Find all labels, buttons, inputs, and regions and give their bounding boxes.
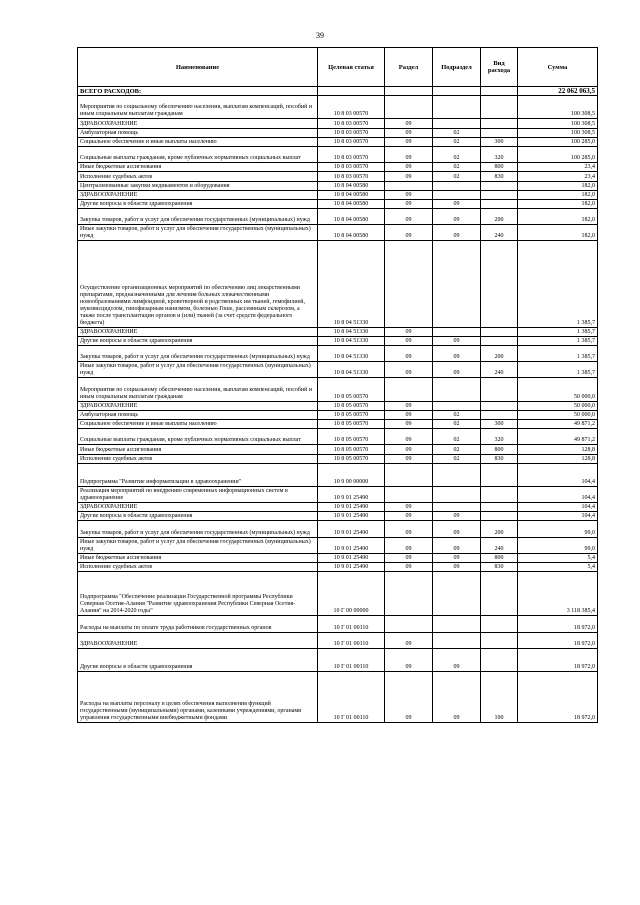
table-row [78, 572, 598, 616]
name-cell: Иные закупки товаров, работ и услуг для обеспечения государственных (муниципальных) нужд [78, 225, 318, 241]
sum-cell: 18 972,0 [518, 648, 598, 671]
name-cell: Другие вопросы в области здравоохранения [78, 512, 318, 521]
name-cell: Иные бюджетные ассигнования [78, 445, 318, 454]
type-cell [481, 648, 518, 671]
code-cell: 10 8 04 51330 [318, 241, 385, 327]
table-row [78, 410, 598, 419]
code-cell: 10 8 05 00570 [318, 454, 385, 463]
section-cell: 09 [385, 419, 433, 428]
subsection-cell [433, 486, 481, 502]
subsection-cell: 09 [433, 512, 481, 521]
name-cell: ЗДРАВООХРАНЕНИЕ [78, 119, 318, 128]
table-row [78, 96, 598, 119]
table-row [78, 327, 598, 336]
type-cell [481, 336, 518, 345]
sum-cell: 128,8 [518, 445, 598, 454]
name-cell: Амбулаторная помощь [78, 410, 318, 419]
sum-cell: 1 385,7 [518, 346, 598, 362]
table-row [78, 346, 598, 362]
sum-cell: 100 308,5 [518, 119, 598, 128]
subsection-cell: 09 [433, 553, 481, 562]
sum-cell: 50 000,0 [518, 378, 598, 401]
code-cell: 10 9 01 25490 [318, 537, 385, 553]
subsection-cell [433, 190, 481, 199]
type-cell: 300 [481, 419, 518, 428]
section-cell: 09 [385, 163, 433, 172]
code-cell: 10 8 04 51330 [318, 346, 385, 362]
table-row [78, 190, 598, 199]
name-cell: Исполнение судебных актов [78, 172, 318, 181]
table-row [78, 563, 598, 572]
subsection-cell: 02 [433, 137, 481, 146]
subsection-cell: 02 [433, 419, 481, 428]
subsection-cell [433, 632, 481, 648]
type-cell [481, 190, 518, 199]
name-cell: Амбулаторная помощь [78, 128, 318, 137]
sum-cell: 128,8 [518, 454, 598, 463]
name-cell: Другие вопросы в области здравоохранения [78, 199, 318, 208]
sum-cell: 100 285,0 [518, 146, 598, 162]
type-cell: 830 [481, 563, 518, 572]
type-cell [481, 401, 518, 410]
section-cell: 09 [385, 537, 433, 553]
table-row [78, 429, 598, 445]
code-cell: 10 9 01 25490 [318, 486, 385, 502]
table-row [78, 419, 598, 428]
type-cell: 200 [481, 346, 518, 362]
subsection-cell [433, 96, 481, 119]
type-cell [481, 327, 518, 336]
table-row [78, 648, 598, 671]
header-name: Наименование [78, 48, 318, 87]
sum-cell: 23,4 [518, 172, 598, 181]
subsection-cell: 02 [433, 163, 481, 172]
table-row [78, 146, 598, 162]
code-cell: 10 8 03 00570 [318, 146, 385, 162]
table-row [78, 137, 598, 146]
code-cell: 10 9 01 25490 [318, 521, 385, 537]
name-cell: Иные бюджетные ассигнования [78, 553, 318, 562]
sum-cell: 18 972,0 [518, 632, 598, 648]
header-code: Целевая статья [318, 48, 385, 87]
subsection-cell: 09 [433, 336, 481, 345]
name-cell: ЗДРАВООХРАНЕНИЕ [78, 632, 318, 648]
name-cell: Социальное обеспечение и иные выплаты населению [78, 137, 318, 146]
name-cell: Другие вопросы в области здравоохранения [78, 336, 318, 345]
sum-cell: 5,4 [518, 563, 598, 572]
section-cell: 09 [385, 146, 433, 162]
type-cell: 800 [481, 163, 518, 172]
name-cell: Подпрограмма "Развитие информатизации в здравоохранении" [78, 463, 318, 486]
section-cell: 09 [385, 346, 433, 362]
code-cell: 10 8 05 00570 [318, 419, 385, 428]
name-cell: Расходы на выплаты персоналу в целях обеспечения выполнения функций государственными (муниципальными) органами, казенными учреждениями, органами управления государственными внебюджетными фондами [78, 671, 318, 722]
name-cell: Реализация мероприятий по внедрению современных информационных систем в здравоохранение [78, 486, 318, 502]
type-cell [481, 463, 518, 486]
section-cell: 09 [385, 671, 433, 722]
section-cell: 09 [385, 137, 433, 146]
code-cell: 10 8 04 51330 [318, 362, 385, 378]
section-cell [385, 181, 433, 190]
table-row [78, 241, 598, 327]
name-cell: Закупка товаров, работ и услуг для обеспечения государственных (муниципальных) нужд [78, 521, 318, 537]
section-cell: 09 [385, 327, 433, 336]
table-row [78, 128, 598, 137]
section-cell [385, 463, 433, 486]
code-cell: 10 Г 01 00110 [318, 632, 385, 648]
section-cell: 09 [385, 410, 433, 419]
name-cell: Иные бюджетные ассигнования [78, 163, 318, 172]
section-cell: 09 [385, 553, 433, 562]
type-cell [481, 181, 518, 190]
subsection-cell: 02 [433, 429, 481, 445]
subsection-cell [433, 572, 481, 616]
section-cell: 09 [385, 521, 433, 537]
type-cell [481, 486, 518, 502]
code-cell: 10 Г 00 00000 [318, 572, 385, 616]
section-cell: 09 [385, 336, 433, 345]
sum-cell: 100 308,5 [518, 96, 598, 119]
table-row [78, 199, 598, 208]
table-row [78, 378, 598, 401]
section-cell: 09 [385, 445, 433, 454]
table-row [78, 181, 598, 190]
section-cell [385, 486, 433, 502]
sum-cell: 182,0 [518, 225, 598, 241]
name-cell: Подпрограмма "Обеспечение реализации Государственной программы Республики Северная Осетия-Алания "Развитие здравоохранения Республики Северная Осетия-Алания" на 2014-2020 годы" [78, 572, 318, 616]
name-cell: Исполнение судебных актов [78, 454, 318, 463]
subsection-cell: 02 [433, 454, 481, 463]
subsection-cell: 09 [433, 362, 481, 378]
sum-cell: 1 385,7 [518, 336, 598, 345]
table-row [78, 454, 598, 463]
code-cell: 10 9 01 25490 [318, 563, 385, 572]
name-cell: Мероприятия по социальному обеспечению населения, выплатам компенсаций, пособий и иным социальным выплатам гражданам [78, 378, 318, 401]
name-cell: Осуществление организационных мероприятий по обеспечению лиц лекарственными препаратами, предназначенными для лечения больных злокачественными новообразованиями лимфоидной, кроветворной и родственных им тканей, гемофилией, муковисцидозом, гипофизарным нанизмом, болезнью Гоше, рассеянным склерозом, а также после трансплантации органов и (или) тканей (за счет средств федерального бюджета) [78, 241, 318, 327]
name-cell: Мероприятия по социальному обеспечению населения, выплатам компенсаций, пособий и иным социальным выплатам гражданам [78, 96, 318, 119]
name-cell: Другие вопросы в области здравоохранения [78, 648, 318, 671]
code-cell: 10 8 03 00570 [318, 128, 385, 137]
subsection-cell [433, 327, 481, 336]
code-cell: 10 8 03 00570 [318, 172, 385, 181]
section-cell: 09 [385, 225, 433, 241]
subsection-cell: 09 [433, 648, 481, 671]
type-cell [481, 199, 518, 208]
section-cell: 09 [385, 648, 433, 671]
section-cell: 09 [385, 454, 433, 463]
code-cell: 10 8 05 00570 [318, 445, 385, 454]
sum-cell: 50 000,0 [518, 410, 598, 419]
subsection-cell: 02 [433, 445, 481, 454]
sum-cell: 182,0 [518, 199, 598, 208]
subsection-cell: 02 [433, 410, 481, 419]
type-cell [481, 378, 518, 401]
code-cell [318, 87, 385, 96]
table-row [78, 671, 598, 722]
subsection-cell: 09 [433, 563, 481, 572]
type-cell: 830 [481, 454, 518, 463]
code-cell: 10 8 04 00580 [318, 209, 385, 225]
code-cell: 10 8 05 00570 [318, 401, 385, 410]
name-cell: Исполнение судебных актов [78, 563, 318, 572]
sum-cell: 18 972,0 [518, 671, 598, 722]
sum-cell: 49 871,2 [518, 429, 598, 445]
section-cell: 09 [385, 209, 433, 225]
code-cell: 10 8 03 00570 [318, 137, 385, 146]
code-cell: 10 9 01 25490 [318, 553, 385, 562]
header-section: Раздел [385, 48, 433, 87]
subsection-cell: 09 [433, 346, 481, 362]
subsection-cell [433, 463, 481, 486]
section-cell: 09 [385, 401, 433, 410]
type-cell: 200 [481, 209, 518, 225]
type-cell [481, 128, 518, 137]
code-cell: 10 8 03 00570 [318, 163, 385, 172]
code-cell: 10 8 05 00570 [318, 410, 385, 419]
sum-cell: 49 871,2 [518, 419, 598, 428]
sum-cell: 104,4 [518, 512, 598, 521]
table-row [78, 163, 598, 172]
type-cell: 300 [481, 137, 518, 146]
sum-cell: 100 285,0 [518, 137, 598, 146]
code-cell: 10 8 03 00570 [318, 96, 385, 119]
code-cell: 10 8 04 00580 [318, 181, 385, 190]
table-row [78, 486, 598, 502]
section-cell [385, 572, 433, 616]
table-row [78, 225, 598, 241]
type-cell: 240 [481, 537, 518, 553]
table-row [78, 401, 598, 410]
name-cell: Социальные выплаты гражданам, кроме публичных нормативных социальных выплат [78, 429, 318, 445]
table-row [78, 172, 598, 181]
table-row [78, 616, 598, 632]
subsection-cell: 09 [433, 199, 481, 208]
name-cell: Иные закупки товаров, работ и услуг для обеспечения государственных (муниципальных) нужд [78, 362, 318, 378]
table-row [78, 119, 598, 128]
subsection-cell: 02 [433, 172, 481, 181]
name-cell: ЗДРАВООХРАНЕНИЕ [78, 190, 318, 199]
name-cell: Социальное обеспечение и иные выплаты населению [78, 419, 318, 428]
type-cell [481, 87, 518, 96]
name-cell: ВСЕГО РАСХОДОВ: [78, 87, 318, 96]
table-row [78, 209, 598, 225]
table-row [78, 632, 598, 648]
table-body [78, 87, 598, 723]
section-cell: 09 [385, 119, 433, 128]
type-cell [481, 119, 518, 128]
table-row [78, 537, 598, 553]
subsection-cell: 09 [433, 225, 481, 241]
section-cell [385, 616, 433, 632]
type-cell [481, 241, 518, 327]
section-cell: 09 [385, 190, 433, 199]
subsection-cell: 09 [433, 521, 481, 537]
code-cell: 10 8 04 00580 [318, 190, 385, 199]
subsection-cell [433, 87, 481, 96]
code-cell: 10 8 04 00580 [318, 199, 385, 208]
sum-cell: 1 385,7 [518, 241, 598, 327]
name-cell: Закупка товаров, работ и услуг для обеспечения государственных (муниципальных) нужд [78, 346, 318, 362]
type-cell: 200 [481, 521, 518, 537]
name-cell: Расходы на выплаты по оплате труда работников государственных органов [78, 616, 318, 632]
subsection-cell [433, 181, 481, 190]
table-row [78, 336, 598, 345]
sum-cell: 104,4 [518, 463, 598, 486]
type-cell: 320 [481, 146, 518, 162]
sum-cell: 182,0 [518, 181, 598, 190]
sum-cell: 99,0 [518, 521, 598, 537]
sum-cell: 1 385,7 [518, 362, 598, 378]
type-cell [481, 503, 518, 512]
type-cell [481, 512, 518, 521]
code-cell: 10 8 05 00570 [318, 429, 385, 445]
name-cell: ЗДРАВООХРАНЕНИЕ [78, 401, 318, 410]
section-cell [385, 241, 433, 327]
table-row [78, 512, 598, 521]
subsection-cell [433, 241, 481, 327]
section-cell: 09 [385, 199, 433, 208]
section-cell: 09 [385, 632, 433, 648]
sum-cell: 50 000,0 [518, 401, 598, 410]
sum-cell: 22 062 063,5 [518, 87, 598, 96]
subsection-cell [433, 616, 481, 632]
subsection-cell [433, 378, 481, 401]
name-cell: Иные закупки товаров, работ и услуг для обеспечения государственных (муниципальных) нужд [78, 537, 318, 553]
section-cell [385, 87, 433, 96]
sum-cell: 3 118 385,4 [518, 572, 598, 616]
sum-cell: 182,0 [518, 190, 598, 199]
sum-cell: 104,4 [518, 503, 598, 512]
subsection-cell [433, 503, 481, 512]
type-cell [481, 96, 518, 119]
sum-cell: 18 972,0 [518, 616, 598, 632]
type-cell [481, 572, 518, 616]
table-row [78, 445, 598, 454]
name-cell: Социальные выплаты гражданам, кроме публичных нормативных социальных выплат [78, 146, 318, 162]
code-cell: 10 8 04 51330 [318, 327, 385, 336]
page-number: 39 [316, 31, 324, 40]
type-cell: 800 [481, 553, 518, 562]
code-cell: 10 8 03 00570 [318, 119, 385, 128]
section-cell: 09 [385, 563, 433, 572]
table-row [78, 503, 598, 512]
code-cell: 10 Г 01 00110 [318, 648, 385, 671]
subsection-cell: 02 [433, 128, 481, 137]
sum-cell: 1 385,7 [518, 327, 598, 336]
header-subsection: Подраздел [433, 48, 481, 87]
sum-cell: 182,0 [518, 209, 598, 225]
code-cell: 10 8 04 51330 [318, 336, 385, 345]
sum-cell: 23,4 [518, 163, 598, 172]
section-cell: 09 [385, 362, 433, 378]
subsection-cell: 09 [433, 671, 481, 722]
budget-table [77, 47, 598, 723]
sum-cell: 5,4 [518, 553, 598, 562]
type-cell [481, 410, 518, 419]
type-cell [481, 632, 518, 648]
table-row [78, 362, 598, 378]
subsection-cell [433, 119, 481, 128]
header-type: Вид расхода [481, 48, 518, 87]
code-cell: 10 8 04 00580 [318, 225, 385, 241]
subsection-cell: 09 [433, 537, 481, 553]
section-cell: 09 [385, 128, 433, 137]
sum-cell: 99,0 [518, 537, 598, 553]
code-cell: 10 8 05 00570 [318, 378, 385, 401]
type-cell: 800 [481, 445, 518, 454]
code-cell: 10 9 00 00000 [318, 463, 385, 486]
name-cell: Закупка товаров, работ и услуг для обеспечения государственных (муниципальных) нужд [78, 209, 318, 225]
table-row [78, 87, 598, 96]
header-sum: Сумма [518, 48, 598, 87]
section-cell [385, 96, 433, 119]
name-cell: ЗДРАВООХРАНЕНИЕ [78, 327, 318, 336]
name-cell: Централизованные закупки медикаментов и оборудования [78, 181, 318, 190]
type-cell: 830 [481, 172, 518, 181]
table-header-row [78, 48, 598, 87]
type-cell: 100 [481, 671, 518, 722]
sum-cell: 100 308,5 [518, 128, 598, 137]
subsection-cell: 02 [433, 146, 481, 162]
section-cell: 09 [385, 429, 433, 445]
section-cell: 09 [385, 503, 433, 512]
sum-cell: 104,4 [518, 486, 598, 502]
section-cell: 09 [385, 512, 433, 521]
subsection-cell: 09 [433, 209, 481, 225]
code-cell: 10 9 01 25490 [318, 503, 385, 512]
table-row [78, 553, 598, 562]
name-cell: ЗДРАВООХРАНЕНИЕ [78, 503, 318, 512]
type-cell: 240 [481, 225, 518, 241]
type-cell: 320 [481, 429, 518, 445]
code-cell: 10 Г 01 00110 [318, 616, 385, 632]
type-cell [481, 616, 518, 632]
section-cell [385, 378, 433, 401]
code-cell: 10 9 01 25490 [318, 512, 385, 521]
table-row [78, 521, 598, 537]
section-cell: 09 [385, 172, 433, 181]
table-row [78, 463, 598, 486]
subsection-cell [433, 401, 481, 410]
code-cell: 10 Г 01 00110 [318, 671, 385, 722]
type-cell: 240 [481, 362, 518, 378]
